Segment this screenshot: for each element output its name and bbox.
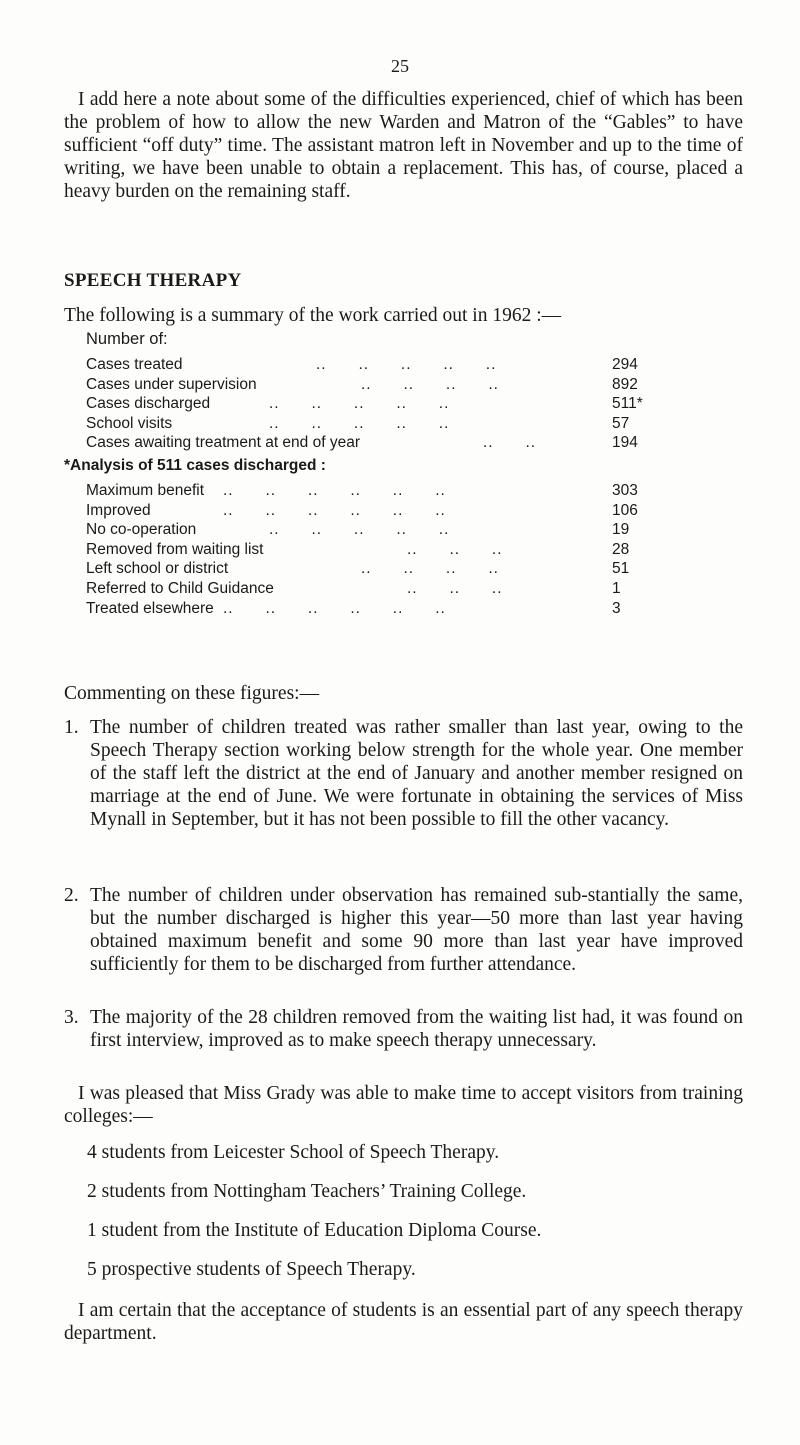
analysis-row bbox=[86, 559, 646, 579]
row-value: 303 bbox=[612, 482, 638, 499]
visitor-line: 4 students from Leicester School of Speech Therapy. bbox=[87, 1142, 500, 1163]
number-of-label: Number of: bbox=[86, 330, 168, 348]
leader-dots: .. .. .. .. .. .. bbox=[223, 501, 446, 519]
leader-dots: .. .. .. .. .. bbox=[316, 356, 497, 373]
analysis-heading: *Analysis of 511 cases discharged : bbox=[64, 457, 326, 474]
row-label: Treated elsewhere bbox=[86, 599, 214, 617]
row-label: Referred to Child Guidance bbox=[86, 579, 274, 597]
analysis-row bbox=[86, 520, 646, 540]
visitors-paragraph: I was pleased that Miss Grady was able to make time to accept visitors from training colleges:— bbox=[64, 1083, 743, 1127]
leader-dots: .. .. .. bbox=[407, 579, 503, 597]
row-value: 294 bbox=[612, 356, 638, 373]
summary-intro: The following is a summary of the work carried out in 1962 :— bbox=[64, 305, 562, 326]
comment-text: The number of children treated was rather smaller than last year, owing to the Speech Therapy section working below strength for the whole year. One member of the staff left the district at the end of January and another member resigned on marriage at the end of June. We were fortunate in obtaining the services of Miss Mynall in September, but it has not been possible to fill the other vacancy. bbox=[90, 717, 743, 830]
comment-item bbox=[64, 716, 743, 831]
row-label: Left school or district bbox=[86, 560, 229, 578]
analysis-row bbox=[86, 599, 646, 619]
row-label: Cases awaiting treatment at end of year bbox=[86, 434, 360, 452]
row-label: Cases discharged bbox=[86, 395, 211, 413]
commenting-heading: Commenting on these figures:— bbox=[64, 683, 320, 704]
comment-number: 2. bbox=[64, 885, 79, 906]
intro-paragraph: I add here a note about some of the difficulties experienced, chief of which has been the problem of how to allow the new Warden and Matron of the “Gables” to have sufficient “off duty” time. The assistant matron left in November and up to the time of writing, we have been unable to obtain a replacement. This has, of course, placed a heavy burden on the remaining staff. bbox=[64, 89, 743, 202]
comment-item bbox=[64, 884, 743, 976]
row-value: 51 bbox=[612, 560, 630, 578]
visitor-line: 1 student from the Institute of Education Diploma Course. bbox=[87, 1220, 542, 1241]
row-value: 28 bbox=[612, 540, 630, 558]
leader-dots: .. .. .. .. .. .. bbox=[223, 482, 446, 499]
leader-dots: .. .. .. bbox=[407, 540, 503, 558]
row-label: Removed from waiting list bbox=[86, 540, 264, 558]
visitor-line: 2 students from Nottingham Teachers’ Training College. bbox=[87, 1181, 527, 1202]
leader-dots: .. .. .. .. .. bbox=[269, 395, 450, 413]
summary-row bbox=[86, 414, 646, 434]
row-label: School visits bbox=[86, 414, 173, 432]
row-value: 892 bbox=[612, 375, 638, 393]
comment-item bbox=[64, 1006, 743, 1052]
leader-dots: .. .. .. .. bbox=[361, 560, 499, 578]
row-label: Maximum benefit bbox=[86, 482, 205, 499]
leader-dots: .. .. .. .. bbox=[361, 375, 499, 393]
leader-dots: .. .. .. .. .. .. bbox=[223, 599, 446, 617]
comment-text: The number of children under observation has remained sub-stantially the same, but the number discharged is higher this year—50 more than last year having obtained maximum benefit and some 90 more than last year have improved sufficiently for them to be discharged from further attendance. bbox=[90, 885, 743, 975]
summary-row bbox=[86, 433, 646, 453]
analysis-row bbox=[86, 579, 646, 599]
row-label: Cases treated bbox=[86, 356, 183, 373]
closing-paragraph: I am certain that the acceptance of students is an essential part of any speech therapy department. bbox=[64, 1300, 743, 1344]
analysis-row bbox=[86, 501, 646, 521]
analysis-table bbox=[86, 481, 646, 618]
row-label: Cases under supervision bbox=[86, 375, 257, 393]
summary-row bbox=[86, 355, 646, 375]
summary-row bbox=[86, 375, 646, 395]
analysis-row bbox=[86, 540, 646, 560]
leader-dots: .. .. bbox=[483, 434, 537, 452]
row-value: 3 bbox=[612, 599, 621, 617]
row-value: 19 bbox=[612, 521, 630, 539]
summary-table bbox=[86, 355, 646, 453]
comment-text: The majority of the 28 children removed from the waiting list had, it was found on first interview, improved as to make speech therapy unnecessary. bbox=[90, 1007, 743, 1051]
leader-dots: .. .. .. .. .. bbox=[269, 414, 450, 432]
leader-dots: .. .. .. .. .. bbox=[269, 521, 450, 539]
row-value: 57 bbox=[612, 414, 630, 432]
section-heading: SPEECH THERAPY bbox=[64, 270, 242, 291]
row-value: 194 bbox=[612, 434, 638, 452]
comment-number: 3. bbox=[64, 1007, 79, 1028]
comment-number: 1. bbox=[64, 717, 79, 738]
row-label: Improved bbox=[86, 501, 151, 519]
analysis-row bbox=[86, 481, 646, 501]
summary-row bbox=[86, 394, 646, 414]
visitor-line: 5 prospective students of Speech Therapy. bbox=[87, 1259, 416, 1280]
row-value: 1 bbox=[612, 579, 621, 597]
row-value: 106 bbox=[612, 501, 638, 519]
row-value: 511* bbox=[612, 395, 643, 413]
row-label: No co-operation bbox=[86, 521, 197, 539]
page-number: 25 bbox=[391, 56, 409, 76]
